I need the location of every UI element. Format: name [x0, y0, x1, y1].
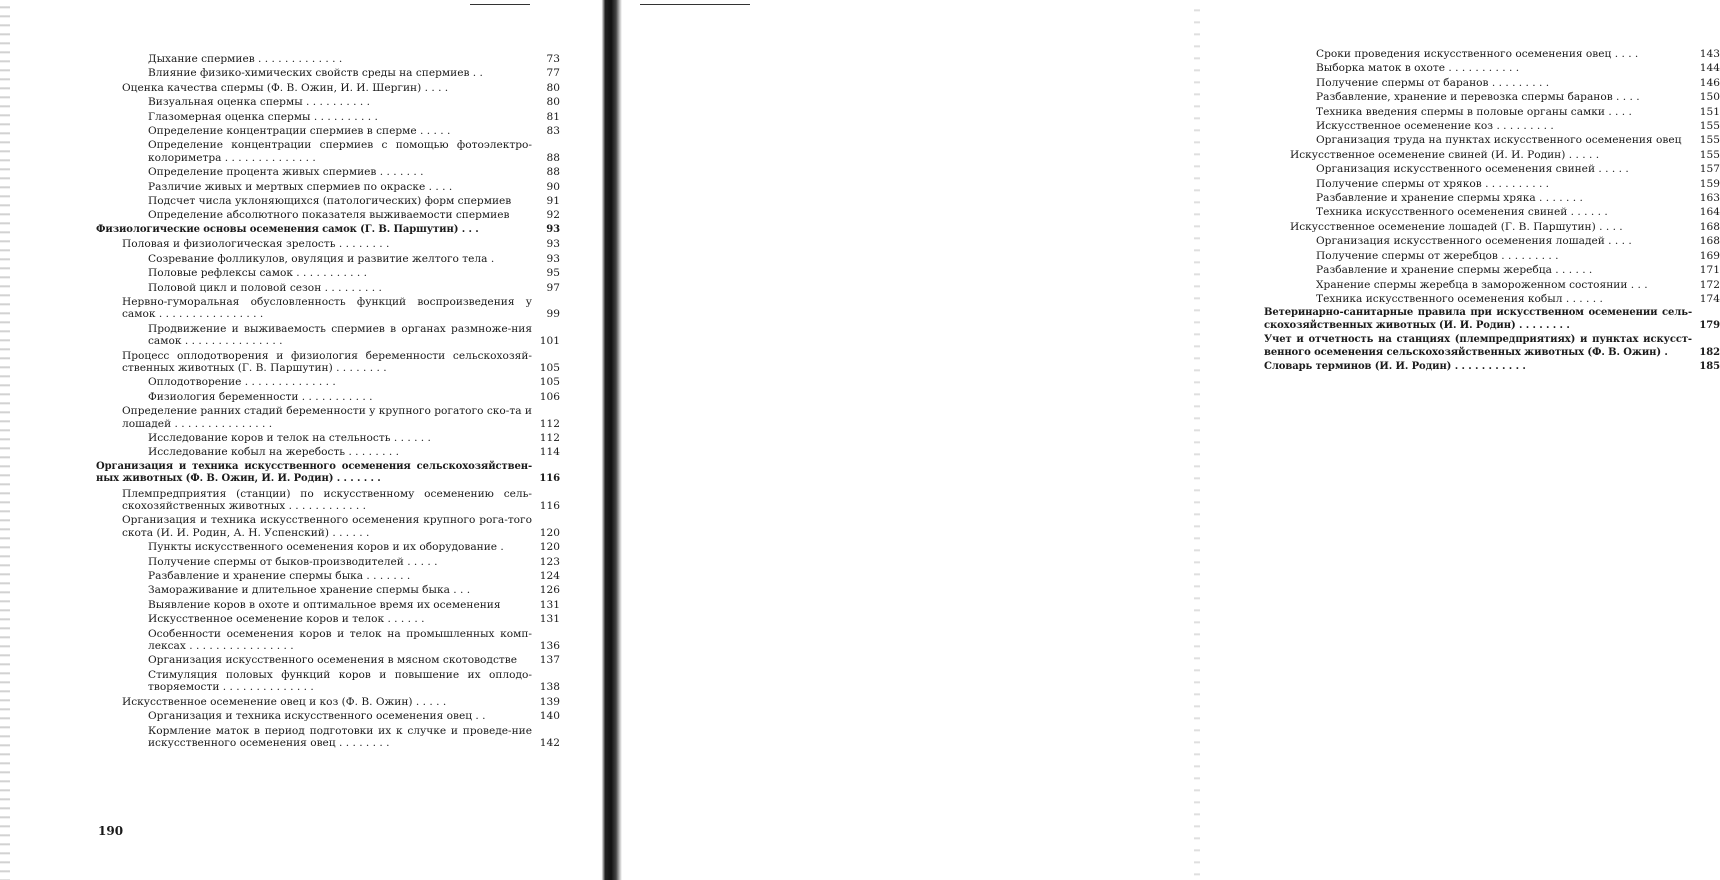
toc-entry — [148, 391, 560, 403]
toc-entry — [148, 725, 560, 750]
toc-entry-title: Замораживание и длительное хранение спермы быка . . . — [148, 584, 471, 597]
toc-entry — [1290, 149, 1720, 161]
toc-entry — [122, 488, 560, 513]
toc-entry-page: 155 — [1699, 148, 1720, 161]
toc-entry-page: 80 — [546, 96, 560, 109]
toc-entry — [148, 209, 560, 221]
toc-entry-page: 137 — [539, 654, 560, 667]
toc-entry — [1316, 279, 1720, 291]
toc-entry-title: Организация и техника искусственного осеменения крупного рога-того скота (И. И. Родин, А. Н. Успенский) . . . . . . — [122, 514, 532, 539]
toc-entry-title: Глазомерная оценка спермы . . . . . . . . . . — [148, 110, 378, 123]
toc-entry — [1264, 334, 1720, 359]
toc-entry — [148, 253, 560, 265]
toc-entry-page: 91 — [546, 195, 560, 208]
toc-entry — [148, 669, 560, 694]
toc-entry-page: 168 — [1699, 220, 1720, 233]
toc-entry-title: Искусственное осеменение коз . . . . . . . . . — [1316, 120, 1554, 133]
toc-entry-page: 171 — [1699, 264, 1720, 277]
toc-entry-page: 150 — [1699, 91, 1720, 104]
toc-entry — [1316, 163, 1720, 175]
toc-entry-page: 155 — [1699, 134, 1720, 147]
toc-entry — [148, 654, 560, 666]
toc-entry-page: 81 — [546, 110, 560, 123]
toc-entry-page: 179 — [1699, 319, 1720, 331]
toc-entry — [122, 696, 560, 708]
toc-entry-title: Получение спермы от хряков . . . . . . . . . . — [1316, 177, 1550, 190]
left-toc — [96, 53, 560, 751]
toc-entry — [148, 166, 560, 178]
toc-entry-title: Получение спермы от жеребцов . . . . . . . . . — [1316, 249, 1559, 262]
toc-entry-page: 143 — [1699, 48, 1720, 60]
toc-entry — [1316, 264, 1720, 276]
toc-entry — [1264, 361, 1720, 373]
toc-entry — [148, 267, 560, 279]
toc-entry-page: 116 — [539, 473, 560, 485]
toc-entry-page: 131 — [539, 598, 560, 611]
toc-entry-page: 138 — [539, 681, 560, 694]
toc-entry-page: 151 — [1699, 105, 1720, 118]
toc-entry-page: 157 — [1699, 163, 1720, 176]
toc-entry-page: 106 — [539, 390, 560, 403]
toc-entry-page: 174 — [1699, 292, 1720, 305]
toc-entry-page: 123 — [539, 555, 560, 568]
toc-entry — [1316, 48, 1720, 60]
toc-entry — [1316, 192, 1720, 204]
toc-entry-title: Физиология беременности . . . . . . . . . . . — [148, 390, 373, 403]
toc-entry — [148, 323, 560, 348]
toc-entry-title: Определение ранних стадий беременности у крупного рогатого ско-та и лошадей . . . . . . . . . . . . . . . — [122, 405, 532, 430]
right-page — [600, 0, 1720, 880]
toc-entry-title: Получение спермы от баранов . . . . . . . . . — [1316, 76, 1550, 89]
toc-entry — [1316, 134, 1720, 146]
toc-entry — [1316, 206, 1720, 218]
toc-entry-title: Созревание фолликулов, овуляция и развитие желтого тела . — [148, 252, 495, 265]
toc-entry — [1316, 106, 1720, 118]
toc-entry-title: Определение процента живых спермиев . . . . . . . — [148, 166, 424, 179]
toc-entry — [148, 376, 560, 388]
toc-entry — [148, 195, 560, 207]
toc-entry-title: Организация труда на пунктах искусственного осеменения овец — [1316, 134, 1682, 147]
toc-entry — [1316, 178, 1720, 190]
toc-entry-page: 105 — [539, 361, 560, 374]
toc-entry — [148, 282, 560, 294]
toc-entry-page: 124 — [539, 570, 560, 583]
toc-entry — [148, 556, 560, 568]
toc-entry-page: 155 — [1699, 120, 1720, 133]
toc-entry — [148, 570, 560, 582]
toc-entry-title: Кормление маток в период подготовки их к случке и проведе-ние искусственного осеменения овец . . . . . . . . — [148, 724, 532, 749]
toc-entry — [122, 514, 560, 539]
toc-entry-page: 97 — [546, 281, 560, 294]
toc-entry — [96, 224, 560, 236]
toc-entry-title: Техника введения спермы в половые органы самки . . . . — [1316, 105, 1632, 118]
toc-entry-page: 163 — [1699, 192, 1720, 205]
toc-entry-title: Физиологические основы осеменения самок (Г. В. Паршутин) . . . — [96, 223, 479, 235]
toc-entry-title: Половые рефлексы самок . . . . . . . . . . . — [148, 267, 368, 280]
toc-entry-page: 168 — [1699, 235, 1720, 248]
toc-entry-title: Исследование коров и телок на стельность . . . . . . — [148, 431, 431, 444]
toc-entry-title: Разбавление и хранение спермы жеребца . . . . . . — [1316, 264, 1593, 277]
toc-entry-title: Племпредприятия (станции) по искусственному осеменению сель-скохозяйственных животных . . . . . . . . . . . . — [122, 487, 532, 512]
toc-entry-title: Техника искусственного осеменения кобыл . . . . . . — [1316, 292, 1603, 305]
toc-entry-title: Выборка маток в охоте . . . . . . . . . . . — [1316, 62, 1520, 75]
toc-entry-page: 95 — [546, 267, 560, 280]
toc-entry-page: 146 — [1699, 76, 1720, 89]
toc-entry-title: Организация искусственного осеменения в мясном скотоводстве — [148, 654, 517, 667]
toc-entry — [122, 350, 560, 375]
toc-entry-title: Разбавление, хранение и перевозка спермы баранов . . . . — [1316, 91, 1640, 104]
toc-entry — [1316, 250, 1720, 262]
toc-entry — [122, 405, 560, 430]
toc-entry — [148, 67, 560, 79]
toc-entry-title: Ветеринарно-санитарные правила при искусственном осеменении сель-скохозяйственных животных (И. И. Родин) . . . . . . . . — [1264, 307, 1692, 331]
toc-entry-title: Определение концентрации спермиев с помощью фотоэлектро-колориметра . . . . . . . . . . . . . . — [148, 139, 532, 164]
toc-entry — [122, 82, 560, 94]
toc-entry-page: 126 — [539, 584, 560, 597]
toc-entry-title: Организация искусственного осеменения свиней . . . . . — [1316, 163, 1629, 176]
toc-entry-title: Разбавление и хранение спермы быка . . . . . . . — [148, 570, 411, 583]
toc-entry-title: Нервно-гуморальная обусловленность функций воспроизведения у самок . . . . . . . . . . . . . . . . — [122, 295, 532, 321]
toc-entry-page: 88 — [546, 151, 560, 164]
toc-entry — [1316, 235, 1720, 247]
toc-entry — [96, 461, 560, 486]
toc-entry-title: Техника искусственного осеменения свиней . . . . . . — [1316, 206, 1608, 219]
toc-entry-page: 131 — [539, 613, 560, 626]
toc-entry-page: 93 — [546, 223, 560, 235]
toc-entry-title: Искусственное осеменение коров и телок . . . . . . — [148, 613, 425, 626]
toc-entry-title: Оплодотворение . . . . . . . . . . . . . . — [148, 376, 336, 389]
toc-entry-title: Визуальная оценка спермы . . . . . . . . . . — [148, 96, 370, 109]
toc-entry — [148, 53, 560, 65]
toc-entry — [1316, 77, 1720, 89]
toc-entry-title: Стимуляция половых функций коров и повышение их оплодо-творяемости . . . . . . . . . . . . . . — [148, 668, 532, 694]
left-page — [0, 0, 600, 880]
toc-entry-title: Организация и техника искусственного осеменения сельскохозяйствен-ных животных (Ф. В. Ожин, И. И. Родин) . . . . . . . — [96, 460, 532, 485]
toc-entry-page: 92 — [546, 209, 560, 222]
toc-entry — [148, 541, 560, 553]
toc-entry-page: 105 — [539, 376, 560, 389]
toc-entry-title: Организация искусственного осеменения лошадей . . . . — [1316, 235, 1632, 248]
toc-entry-title: Влияние физико-химических свойств среды на спермиев . . — [148, 67, 483, 80]
toc-entry-title: Процесс оплодотворения и физиология беременности сельскохозяй-ственных животных (Г. В. Паршутин) . . . . . . . . — [122, 349, 532, 374]
toc-entry — [1290, 221, 1720, 233]
toc-entry-page: 139 — [539, 695, 560, 708]
toc-entry-title: Оценка качества спермы (Ф. В. Ожин, И. И. Шергин) . . . . — [122, 81, 449, 94]
toc-entry-title: Пункты искусственного осеменения коров и их оборудование . — [148, 541, 504, 554]
toc-entry — [122, 238, 560, 250]
toc-entry — [148, 139, 560, 164]
toc-entry-page: 185 — [1699, 360, 1720, 372]
toc-entry-page: 144 — [1699, 62, 1720, 75]
toc-entry-title: Дыхание спермиев . . . . . . . . . . . . . — [148, 53, 343, 65]
toc-entry-page: 93 — [546, 238, 560, 251]
toc-entry-title: Исследование кобыл на жеребость . . . . . . . . — [148, 446, 399, 459]
toc-entry-page: 120 — [539, 541, 560, 554]
toc-entry-page: 169 — [1699, 249, 1720, 262]
toc-entry-title: Получение спермы от быков-производителей . . . . . — [148, 555, 438, 568]
toc-entry — [122, 296, 560, 321]
toc-entry-title: Искусственное осеменение лошадей (Г. В. Паршутин) . . . . — [1290, 220, 1623, 233]
toc-entry-page: 120 — [539, 526, 560, 539]
toc-entry-page: 112 — [539, 431, 560, 444]
toc-entry — [148, 125, 560, 137]
toc-entry-title: Учет и отчетность на станциях (племпредприятиях) и пунктах искусст-венного осеменения сельскохозяйственных животных (Ф. В. Ожин) . — [1264, 334, 1692, 358]
toc-entry — [1264, 307, 1720, 332]
toc-entry-title: Особенности осеменения коров и телок на промышленных комп-лексах . . . . . . . . . . . . . . . . — [148, 627, 532, 653]
toc-entry-title: Половой цикл и половой сезон . . . . . . . . . — [148, 281, 382, 294]
toc-entry-page: 83 — [546, 125, 560, 138]
toc-entry-page: 142 — [539, 736, 560, 749]
toc-entry — [148, 613, 560, 625]
toc-entry — [148, 710, 560, 722]
toc-entry — [148, 96, 560, 108]
toc-entry-page: 88 — [546, 166, 560, 179]
toc-entry-page: 159 — [1699, 177, 1720, 190]
toc-entry-title: Организация и техника искусственного осеменения овец . . — [148, 710, 486, 723]
toc-entry — [148, 628, 560, 653]
toc-entry-page: 136 — [539, 640, 560, 653]
toc-entry-title: Хранение спермы жеребца в замороженном состоянии . . . — [1316, 278, 1648, 291]
toc-entry-page: 99 — [546, 308, 560, 321]
toc-entry — [148, 599, 560, 611]
toc-entry — [148, 584, 560, 596]
toc-entry-title: Искусственное осеменение свиней (И. И. Родин) . . . . . — [1290, 148, 1600, 161]
toc-entry-page: 182 — [1699, 346, 1720, 358]
toc-entry-title: Продвижение и выживаемость спермиев в органах размноже-ния самок . . . . . . . . . . . . . . . — [148, 322, 532, 348]
toc-entry — [148, 432, 560, 444]
toc-entry-page: 80 — [546, 81, 560, 94]
toc-entry — [148, 181, 560, 193]
toc-entry-page: 116 — [539, 500, 560, 512]
toc-entry — [1316, 91, 1720, 103]
toc-entry-page: 164 — [1699, 206, 1720, 219]
toc-entry-title: Различие живых и мертвых спермиев по окраске . . . . — [148, 180, 453, 193]
toc-entry — [1316, 62, 1720, 74]
toc-entry-title: Выявление коров в охоте и оптимальное время их осеменения — [148, 598, 501, 611]
toc-entry-page: 172 — [1699, 278, 1720, 291]
toc-entry-page: 77 — [546, 67, 560, 80]
toc-entry — [1316, 120, 1720, 132]
toc-entry-page: 73 — [546, 53, 560, 65]
page-number: 190 — [98, 824, 124, 838]
toc-entry-page: 140 — [539, 710, 560, 723]
toc-entry-title: Словарь терминов (И. И. Родин) . . . . . . . . . . . — [1264, 360, 1526, 372]
toc-entry — [148, 111, 560, 123]
toc-entry-title: Подсчет числа уклоняющихся (патологических) форм спермиев — [148, 195, 512, 208]
toc-entry-title: Определение концентрации спермиев в сперме . . . . . — [148, 125, 451, 138]
toc-entry-title: Половая и физиологическая зрелость . . . . . . . . — [122, 238, 390, 251]
toc-entry-page: 101 — [539, 335, 560, 348]
toc-entry-title: Определение абсолютного показателя выживаемости спермиев — [148, 209, 510, 222]
toc-entry — [1316, 293, 1720, 305]
toc-entry-title: Сроки проведения искусственного осеменения овец . . . . — [1316, 48, 1639, 60]
toc-entry — [148, 446, 560, 458]
toc-entry-page: 112 — [539, 417, 560, 430]
toc-entry-page: 90 — [546, 180, 560, 193]
toc-entry-title: Искусственное осеменение овец и коз (Ф. В. Ожин) . . . . . — [122, 695, 447, 708]
toc-entry-page: 93 — [546, 252, 560, 265]
right-toc — [1264, 48, 1720, 375]
toc-entry-page: 114 — [539, 446, 560, 459]
toc-entry-title: Разбавление и хранение спермы хряка . . . . . . . — [1316, 192, 1583, 205]
